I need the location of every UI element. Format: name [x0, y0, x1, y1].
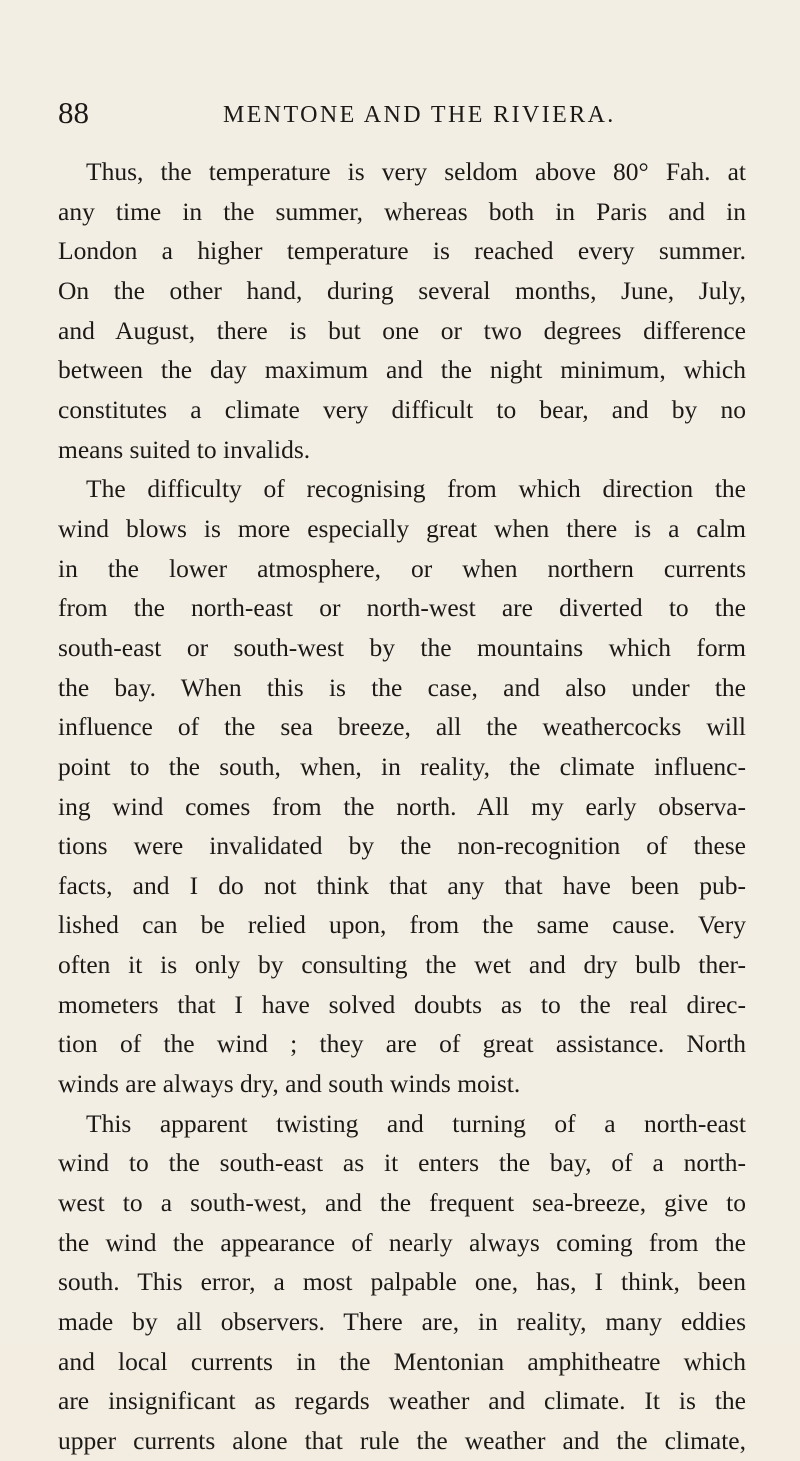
- text-line: tion of the wind ; they are of great assistance. North: [58, 1029, 746, 1059]
- body-text: [58, 152, 746, 1461]
- text-line: south. This error, a most palpable one, has, I think, been: [58, 1267, 746, 1297]
- text-line: and local currents in the Mentonian amphitheatre which: [58, 1346, 746, 1376]
- text-line: often it is only by consulting the wet and dry bulb ther-: [58, 950, 746, 980]
- text-line: Thus, the temperature is very seldom above 80° Fah. at: [86, 157, 746, 186]
- text-line: between the day maximum and the night minimum, which: [58, 355, 746, 385]
- text-line: London a higher temperature is reached every summer.: [58, 236, 746, 266]
- text-line: upper currents alone that rule the weather and the climate,: [58, 1426, 746, 1455]
- text-line: the wind the appearance of nearly always coming from the: [58, 1227, 746, 1257]
- text-line: This apparent twisting and turning of a north-east: [86, 1108, 746, 1138]
- text-line: The difficulty of recognising from which direction the: [86, 474, 746, 504]
- text-line: from the north-east or north-west are diverted to the: [58, 593, 746, 623]
- text-line: any time in the summer, whereas both in Paris and in: [58, 196, 746, 226]
- text-line: west to a south-west, and the frequent sea-breeze, give to: [58, 1188, 746, 1218]
- text-line: and August, there is but one or two degrees difference: [58, 315, 746, 345]
- text-line: influence of the sea breeze, all the weathercocks will: [58, 712, 746, 742]
- running-head: [58, 93, 748, 133]
- text-line: ing wind comes from the north. All my early observa-: [58, 791, 746, 821]
- text-line: On the other hand, during several months, June, July,: [58, 275, 746, 305]
- text-line: are insignificant as regards weather and climate. It is the: [58, 1386, 746, 1416]
- page-number: 88: [58, 95, 89, 130]
- text-line: tions were invalidated by the non-recognition of these: [58, 831, 746, 861]
- text-line: in the lower atmosphere, or when northern currents: [58, 553, 746, 583]
- text-line: constitutes a climate very difficult to bear, and by no: [58, 394, 746, 424]
- text-line: winds are always dry, and south winds moist.: [58, 1069, 521, 1099]
- text-line: wind to the south-east as it enters the bay, of a north-: [58, 1148, 746, 1178]
- text-line: wind blows is more especially great when there is a calm: [58, 513, 746, 543]
- text-line: south-east or south-west by the mountains which form: [58, 632, 746, 662]
- text-line: lished can be relied upon, from the same cause. Very: [58, 910, 746, 940]
- text-line: mometers that I have solved doubts as to the real direc-: [58, 989, 746, 1019]
- text-line: means suited to invalids.: [58, 434, 311, 464]
- text-line: facts, and I do not think that any that have been pub-: [58, 870, 746, 900]
- text-line: point to the south, when, in reality, the climate influenc-: [58, 751, 746, 781]
- text-line: made by all observers. There are, in reality, many eddies: [58, 1307, 746, 1337]
- running-title: MENTONE AND THE RIVIERA.: [223, 102, 616, 128]
- text-line: the bay. When this is the case, and also under the: [58, 672, 746, 702]
